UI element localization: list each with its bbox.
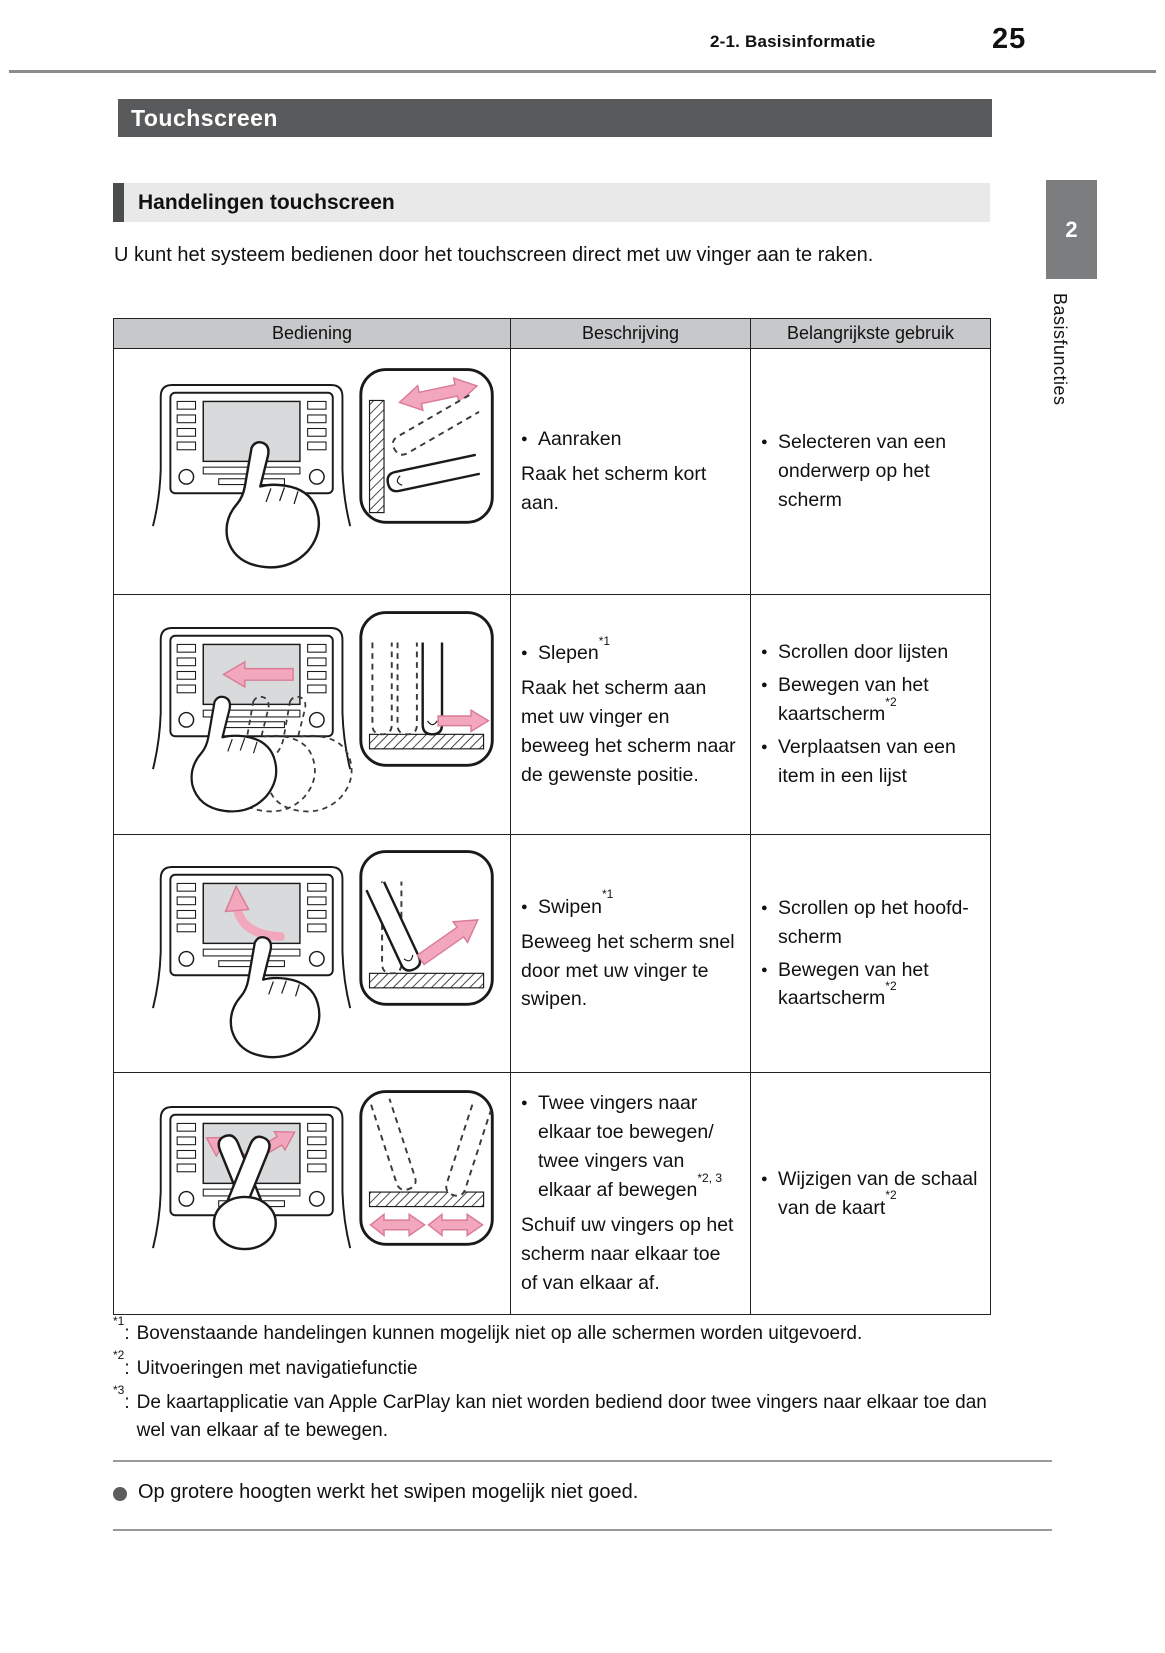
top-divider — [9, 70, 1156, 73]
drag-gesture-illustration — [117, 599, 507, 831]
breadcrumb: 2-1. Basisinformatie — [710, 32, 876, 51]
note-text: Op grotere hoogten werkt het swipen mogelijk niet goed. — [138, 1481, 639, 1503]
footnote-2 — [113, 1348, 993, 1383]
col-header-bediening: Bediening — [114, 319, 511, 349]
page-title: Touchscreen — [118, 99, 992, 137]
usage-item: ● Scrollen op het hoofd-scherm — [761, 894, 984, 952]
footnote-3 — [113, 1382, 993, 1444]
table-row — [114, 1073, 991, 1315]
gesture-table — [113, 318, 991, 1315]
swipe-gesture-illustration — [117, 838, 507, 1070]
intro-paragraph: U kunt het systeem bedienen door het touchscreen direct met uw vinger aan te raken. — [114, 244, 874, 266]
illustration-cell — [114, 835, 511, 1073]
action-description: Schuif uw vingers op het scherm naar elkaar toe of van elkaar af. — [521, 1213, 734, 1294]
illustration-cell — [114, 349, 511, 595]
description-cell — [511, 595, 751, 835]
footnote-marker: $^{*3}$: — [113, 1382, 130, 1414]
footnote-1 — [113, 1313, 993, 1348]
table-row — [114, 835, 991, 1073]
usage-item: ● Bewegen van het kaartscherm$^{*2}$ — [761, 671, 984, 729]
action-title: ● Swipen$^{*1}$ — [521, 893, 742, 922]
usage-item: ● Scrollen door lijsten — [761, 638, 984, 667]
table-row — [114, 349, 991, 595]
col-header-beschrijving: Beschrijving — [511, 319, 751, 349]
footnotes — [113, 1313, 993, 1451]
table-header-row — [114, 319, 991, 349]
description-cell — [511, 835, 751, 1073]
footnote-marker: $^{*2}$: — [113, 1348, 130, 1379]
col-header-gebruik: Belangrijkste gebruik — [751, 319, 991, 349]
section-heading-text: Handelingen touchscreen — [138, 191, 395, 214]
usage-cell — [751, 595, 991, 835]
action-description: Raak het scherm kort aan. — [521, 463, 707, 514]
illustration-cell — [114, 595, 511, 835]
altitude-note — [113, 1481, 1013, 1504]
action-title: ● Twee vingers naar elkaar toe bewegen/ twee vingers van elkaar af bewegen$^{*2, 3}$ — [521, 1089, 742, 1204]
touch-gesture-illustration — [117, 356, 507, 588]
footnote-marker: $^{*1}$: — [113, 1313, 130, 1344]
footnote-text: Uitvoeringen met navigatiefunctie — [136, 1357, 418, 1379]
action-description: Raak het scherm aan met uw vinger en beweeg het scherm naar de gewenste positie. — [521, 677, 736, 786]
chapter-side-label: Basisfuncties — [1050, 293, 1070, 406]
section-heading — [113, 183, 990, 222]
usage-item: ● Selecteren van een onderwerp op het scherm — [761, 428, 984, 515]
table-row — [114, 595, 991, 835]
action-title: ● Aanraken — [521, 425, 742, 454]
chapter-tab-number: 2 — [1065, 216, 1078, 242]
description-cell — [511, 349, 751, 595]
usage-item: ● Bewegen van het kaartscherm$^{*2}$ — [761, 956, 984, 1014]
footnote-text: Bovenstaande handelingen kunnen mogelijk niet op alle schermen worden uitgevoerd. — [136, 1323, 863, 1344]
usage-cell — [751, 1073, 991, 1315]
action-title: ● Slepen$^{*1}$ — [521, 639, 742, 668]
usage-cell — [751, 835, 991, 1073]
action-description: Beweeg het scherm snel door met uw vinger te swipen. — [521, 930, 735, 1011]
pinch-gesture-illustration — [117, 1078, 507, 1310]
chapter-tab — [1046, 180, 1097, 279]
usage-item: ● Wijzigen van de schaal van de kaart$^{*2}$ — [761, 1165, 984, 1223]
description-cell — [511, 1073, 751, 1315]
page-number: 25 — [992, 23, 1027, 55]
footnote-text: De kaartapplicatie van Apple CarPlay kan niet worden bediend door twee vingers naar elkaar toe dan wel van elkaar af te bewegen. — [136, 1392, 987, 1441]
usage-cell — [751, 349, 991, 595]
usage-item: ● Verplaatsen van een item in een lijst — [761, 733, 984, 791]
note-bullet-icon — [113, 1487, 127, 1501]
illustration-cell — [114, 1073, 511, 1315]
bottom-divider — [113, 1529, 1052, 1531]
note-top-divider — [113, 1460, 1052, 1462]
